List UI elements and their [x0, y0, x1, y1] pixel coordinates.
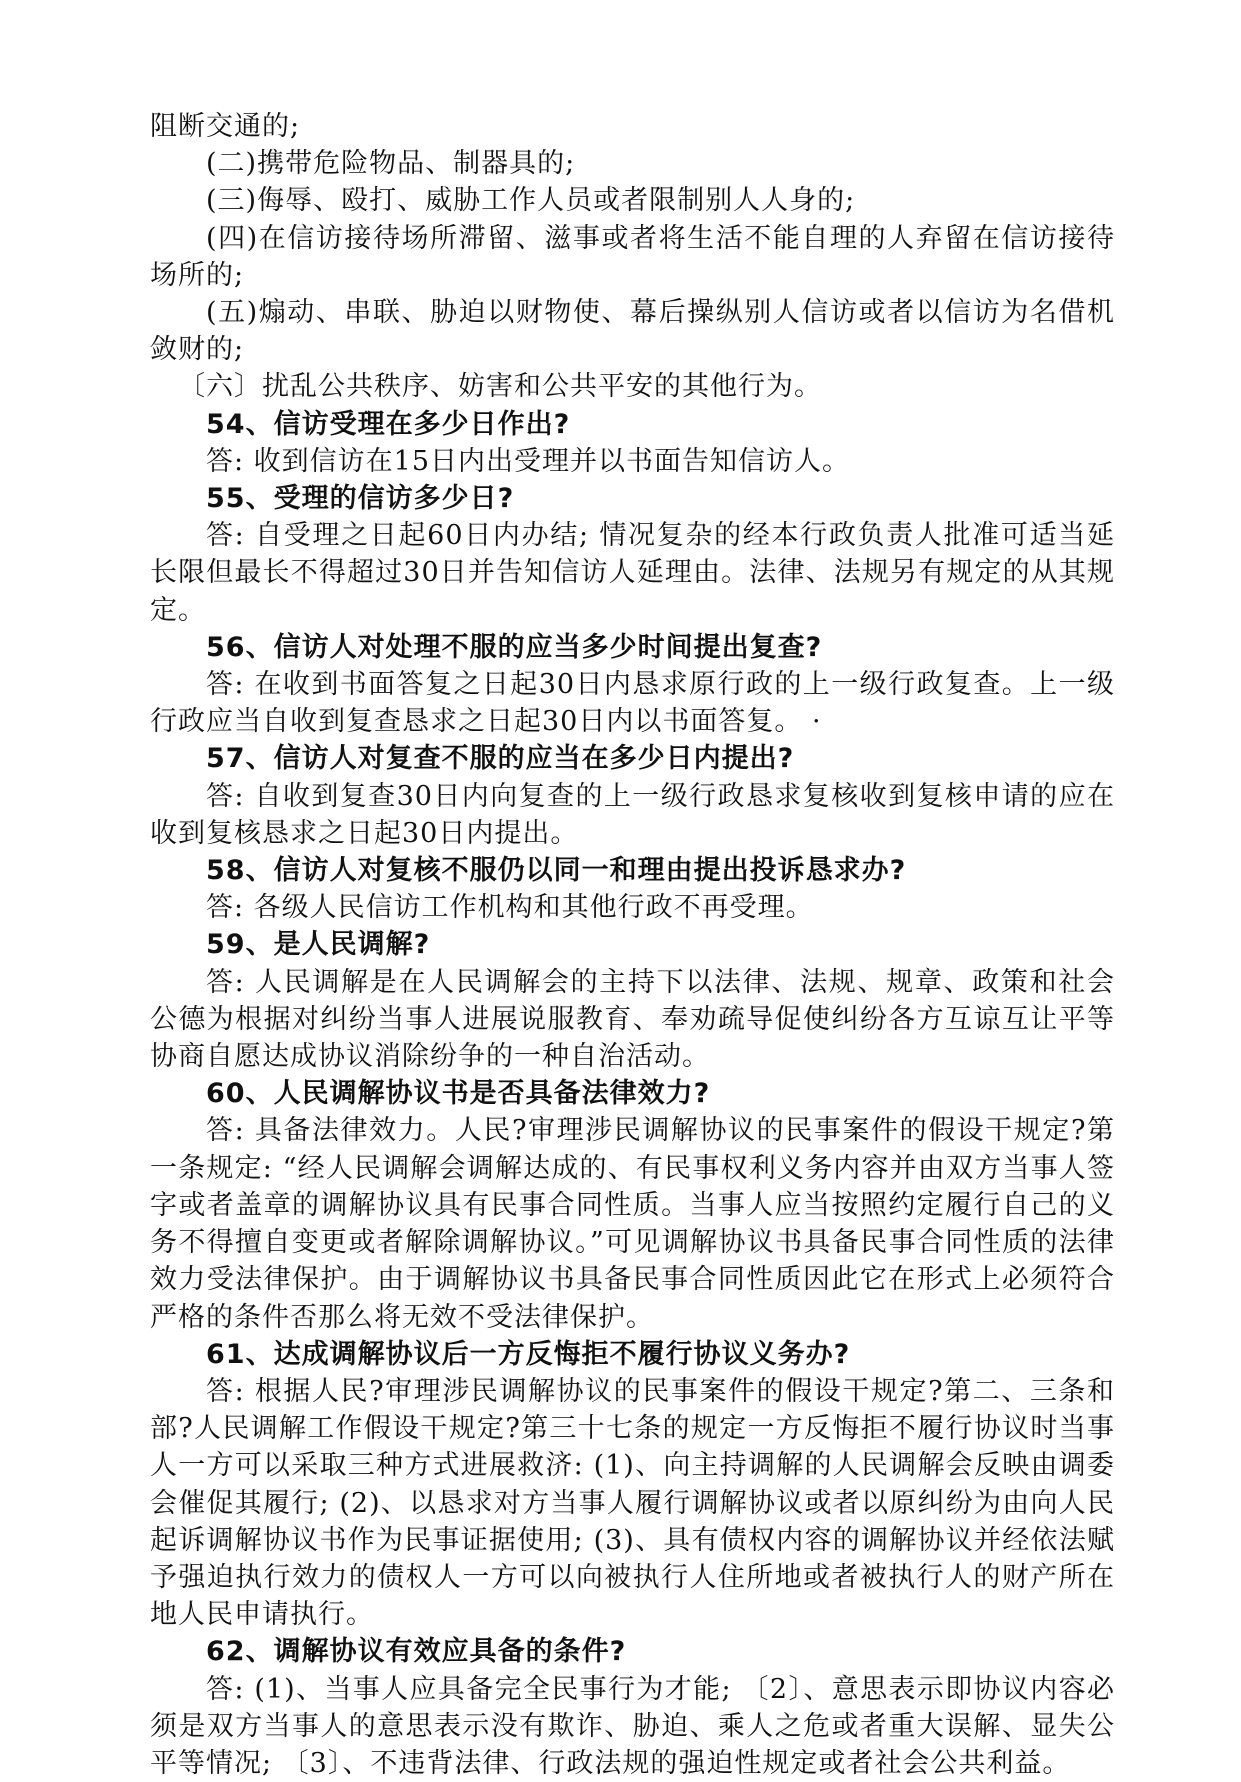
question-heading-56: 56、信访人对处理不服的应当多少时间提出复查? [206, 631, 823, 663]
list-item-2: (二)携带危险物品、制器具的; [206, 148, 576, 180]
question-heading-55: 55、受理的信访多少日? [206, 483, 515, 515]
answer-62: 答: (1)、当事人应具备完全民事行为才能; 〔2〕、意思表示即协议内容必须是双方当事人的意思表示没有欺诈、胁迫、乘人之危或者重大误解、显失公平等情况; 〔3〕、不违背法律、行政法规的强迫性规定或者社会公共利益。 [150, 1673, 1115, 1779]
answer-58: 答: 各级人民信访工作机构和其他行政不再受理。 [206, 892, 814, 924]
question-heading-59: 59、是人民调解? [206, 929, 431, 961]
document-page [150, 108, 1115, 1782]
paragraph: 阻断交通的; [150, 111, 301, 142]
question-heading-57: 57、信访人对复查不服的应当在多少日内提出? [206, 743, 795, 775]
answer-57: 答: 自收到复查30日内向复查的上一级行政恳求复核收到复核申请的应在收到复核恳求之日起30日内提出。 [150, 780, 1115, 849]
answer-56: 答: 在收到书面答复之日起30日内恳求原行政的上一级行政复查。上一级行政应当自收到复查恳求之日起30日内以书面答复。 · [150, 669, 1115, 738]
list-item-6: 〔六〕扰乱公共秩序、妨害和公共平安的其他行为。 [178, 371, 822, 403]
question-heading-58: 58、信访人对复核不服仍以同一和理由提出投诉恳求办? [206, 855, 907, 887]
answer-54: 答: 收到信访在15日内出受理并以书面告知信访人。 [206, 445, 851, 477]
question-heading-62: 62、调解协议有效应具备的条件? [206, 1636, 627, 1668]
answer-59: 答: 人民调解是在人民调解会的主持下以法律、法规、规章、政策和社会公德为根据对纠纷当事人进展说服教育、奉劝疏导促使纠纷各方互谅互让平等协商自愿达成协议消除纷争的一种自治活动。 [150, 966, 1115, 1073]
answer-61: 答: 根据人民?审理涉民调解协议的民事案件的假设干规定?第二、三条和部?人民调解工作假设干规定?第三十七条的规定一方反悔拒不履行协议时当事人一方可以采取三种方式进展救济: (1)、向主持调解的人民调解会反映由调委会催促其履行; (2)、以恳求对方当事人履行调解协议或者以原纠纷为由向人民起诉调解协议书作为民事证据使用; (3)、具有债权内容的调解协议并经依法赋予强迫执行效力的债权人一方可以向被执行人住所地或者被执行人的财产所在地人民申请执行。 [150, 1375, 1115, 1631]
list-item-4: (四)在信访接待场所滞留、滋事或者将生活不能自理的人弃留在信访接待场所的; [150, 222, 1115, 291]
list-item-3: (三)侮辱、殴打、威胁工作人员或者限制别人人身的; [206, 185, 856, 217]
answer-60: 答: 具备法律效力。人民?审理涉民调解协议的民事案件的假设干规定?第一条规定: “经人民调解会调解达成的、有民事权利义务内容并由双方当事人签字或者盖章的调解协议具有民事合同性质。当事人应当按照约定履行自己的义务不得擅自变更或者解除调解协议。”可见调解协议书具备民事合同性质的法律效力受法律保护。由于调解协议书具备民事合同性质因此它在形式上必须符合严格的条件否那么将无效不受法律保护。 [150, 1115, 1115, 1333]
question-heading-54: 54、信访受理在多少日作出? [206, 408, 571, 440]
question-heading-60: 60、人民调解协议书是否具备法律效力? [206, 1078, 711, 1110]
answer-55: 答: 自受理之日起60日内办结; 情况复杂的经本行政负责人批准可适当延长限但最长不得超过30日并告知信访人延理由。法律、法规另有规定的从其规定。 [150, 520, 1115, 626]
question-heading-61: 61、达成调解协议后一方反悔拒不履行协议义务办? [206, 1338, 851, 1370]
list-item-5: (五)煽动、串联、胁迫以财物使、幕后操纵别人信访或者以信访为名借机敛财的; [150, 297, 1115, 366]
